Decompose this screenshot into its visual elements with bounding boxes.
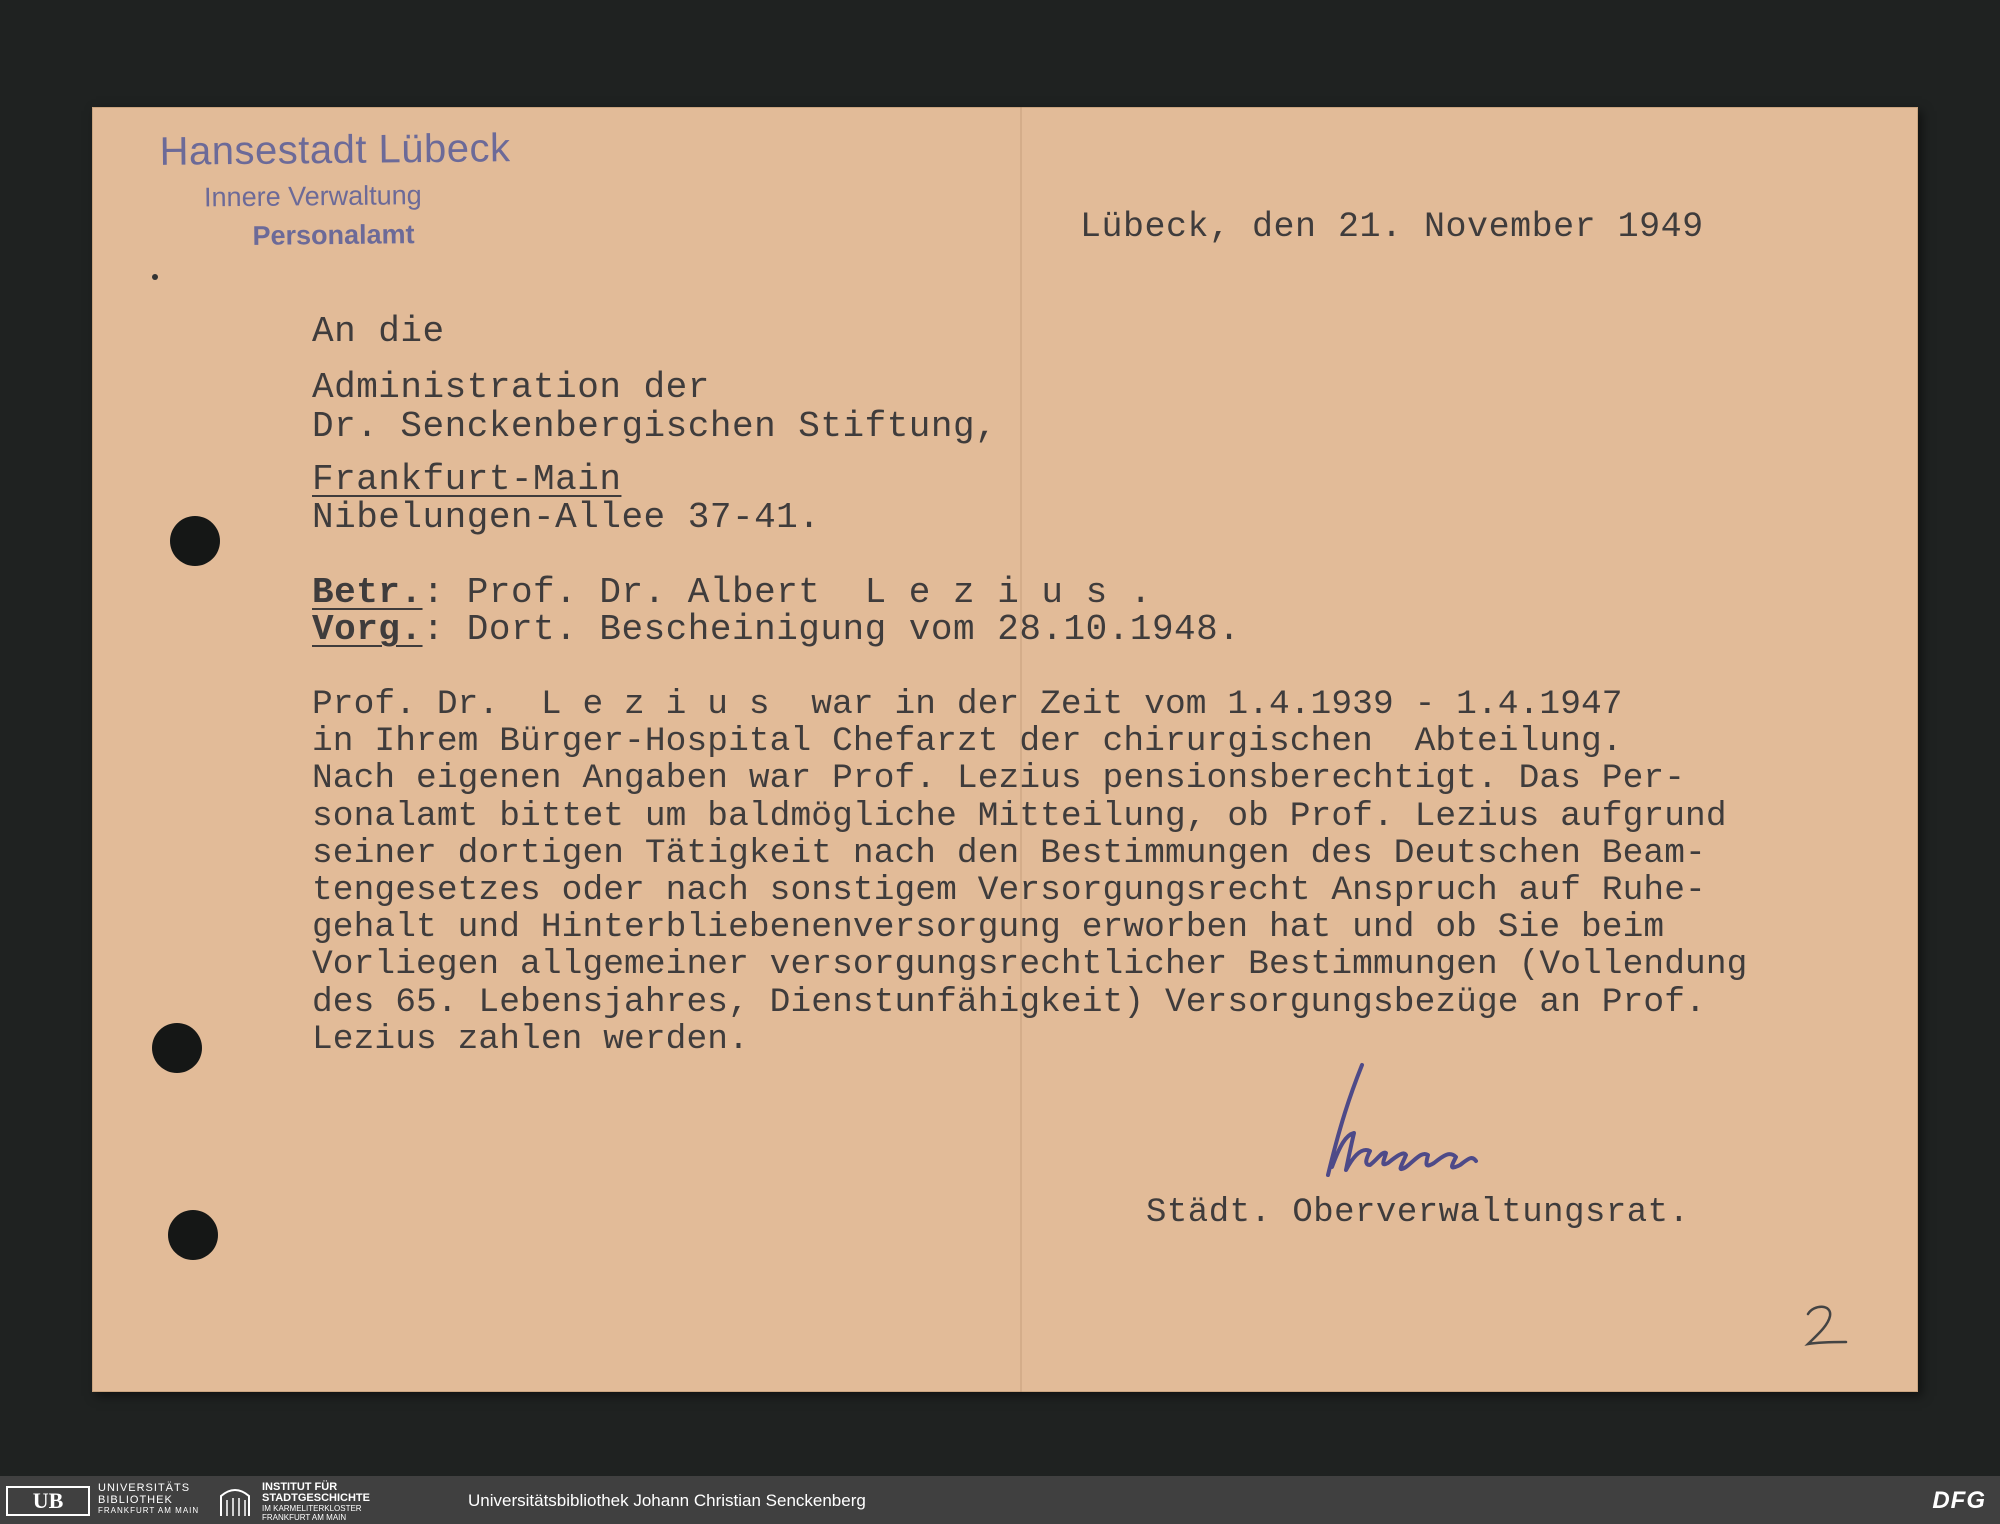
library-name: Universitätsbibliothek Johann Christian Senckenberg [468, 1491, 866, 1510]
sender-stamp [159, 126, 511, 253]
recipient-salutation: An die [312, 311, 445, 352]
institute-text: INSTITUT FÜR STADTGESCHICHTE IM KARMELITERKLOSTER FRANKFURT AM MAIN [262, 1481, 370, 1522]
recipient-street: Nibelungen-Allee 37-41. [312, 497, 821, 538]
signature-title: Städt. Oberverwaltungsrat. [1146, 1194, 1690, 1232]
recipient-org-line2: Dr. Senckenbergischen Stiftung, [312, 406, 998, 447]
stamp-office: Personalamt [252, 219, 415, 251]
punch-hole [152, 1023, 202, 1073]
ub-text: UNIVERSITÄTS BIBLIOTHEK FRANKFURT AM MAIN [98, 1482, 200, 1515]
vorg-label: Vorg. [312, 609, 423, 650]
letter-body: Prof. Dr. L e z i u s war in der Zeit vom 1.4.1939 - 1.4.1947 in Ihrem Bürger-Hospital Chefarzt der chirurgischen Abteilung. Nach eigenen Angaben war Prof. Lezius pensionsberechtigt. Das Per- sonalamt bittet um baldmögliche Mitteilung, ob Prof. Lezius aufgrund seiner dortigen Tätigkeit nach den Bestimmungen des Deutschen Beam- tengesetzes oder nach sonstigem Versorgungsrecht Anspruch auf Ruhe- gehalt und Hinterbliebenenversorgung erworben hat und ob Sie beim Vorliegen allgemeiner versorgungsrechtlicher Bestimmungen (Vollendung des 65. Lebensjahres, Dienstunfähigkeit) Versorgungsbezüge an Prof. Lezius zahlen werden. [312, 685, 1748, 1059]
stamp-department: Innere Verwaltung [203, 180, 422, 213]
page-number-mark [1800, 1300, 1850, 1350]
betr-text: : Prof. Dr. Albert L e z i u s . [422, 572, 1152, 613]
institute-logo-icon[interactable] [218, 1484, 252, 1518]
dfg-logo[interactable]: DFG [1932, 1487, 1986, 1514]
ub-logo[interactable]: UB [6, 1486, 90, 1516]
handwritten-signature [1310, 1055, 1490, 1185]
letter-date: Lübeck, den 21. November 1949 [1080, 207, 1704, 247]
subject-vorg [312, 609, 1241, 650]
footer-bar [0, 1476, 2000, 1524]
betr-label: Betr. [312, 572, 423, 613]
recipient-city: Frankfurt-Main [312, 459, 622, 500]
stamp-city: Hansestadt Lübeck [159, 126, 511, 174]
ink-dot [152, 274, 158, 280]
recipient-org-line1: Administration der [312, 367, 710, 408]
subject-betr [312, 572, 1152, 613]
vorg-text: : Dort. Bescheinigung vom 28.10.1948. [422, 609, 1241, 650]
punch-hole [168, 1210, 218, 1260]
punch-hole [170, 516, 220, 566]
